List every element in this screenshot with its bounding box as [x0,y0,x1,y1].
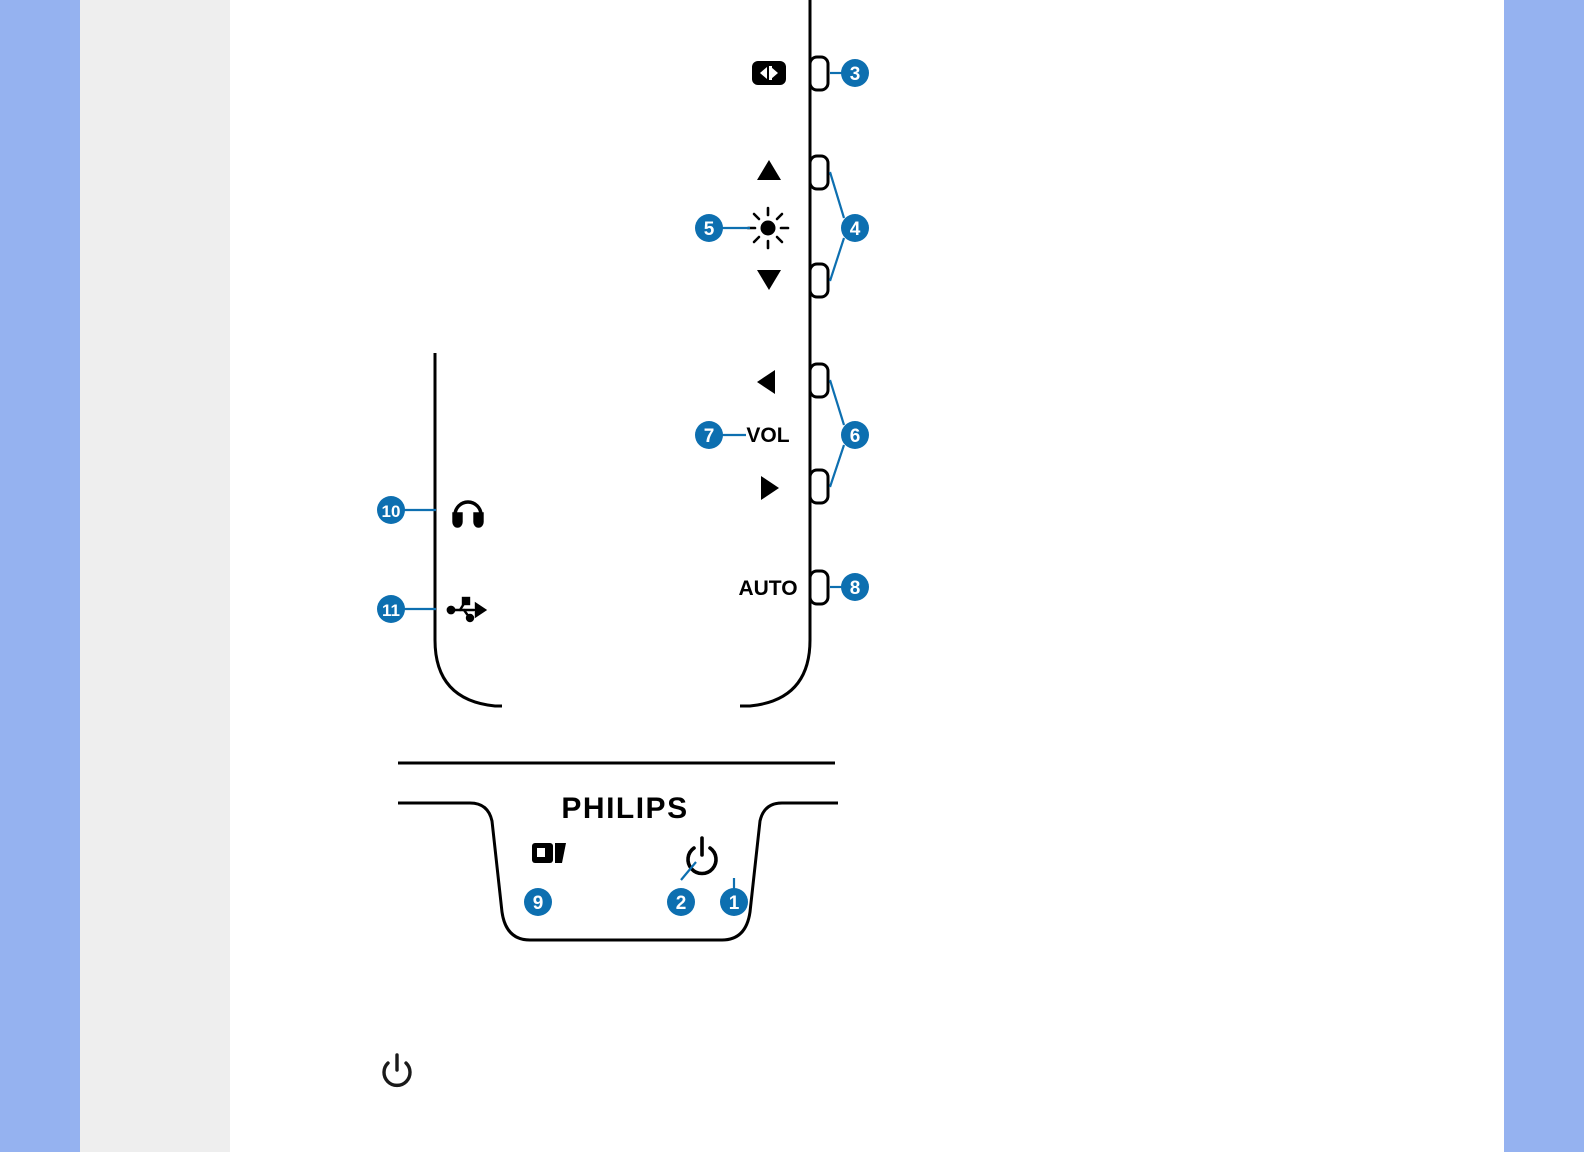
power-glyph-box [368,1046,426,1094]
callout-10 [377,496,405,524]
callout-bubbles [377,59,869,916]
leader-4a [830,172,844,218]
callout-11-label: 11 [382,601,400,620]
leader-6b [830,445,844,487]
left-blue-band [0,0,80,1152]
down-button [810,264,828,297]
right-arrow-icon [761,476,779,500]
callout-8 [841,573,869,601]
callout-2 [667,888,695,916]
callout-4 [841,214,869,242]
right-button [810,470,828,503]
power-icon [375,1048,419,1092]
bottom-bezel [398,763,838,940]
down-arrow-icon [757,270,781,290]
up-button [810,156,828,189]
callout-2-label: 2 [675,893,687,914]
auto-label: AUTO [738,577,798,600]
up-arrow-icon [757,160,781,180]
left-gray-gutter [80,0,230,1152]
callout-10-label: 10 [381,502,401,521]
callout-4-label: 4 [849,219,861,240]
callout-11 [377,595,405,623]
leader-6a [830,380,844,425]
monitor-front-diagram [230,0,1500,1152]
brightness-icon [748,208,788,248]
right-blue-band [1504,0,1584,1152]
callout-7-label: 7 [703,426,715,447]
vol-label: VOL [746,424,790,447]
callout-9-label: 9 [532,893,544,914]
callout-1 [720,888,748,916]
auto-button [810,571,828,604]
callout-9 [524,888,552,916]
callout-8-label: 8 [849,578,861,599]
callout-6 [841,421,869,449]
smartimage-icon [532,843,566,863]
headphone-icon [454,502,482,526]
callout-7 [695,421,723,449]
philips-wordmark: PHILIPS [561,792,689,825]
callout-5 [695,214,723,242]
ok-menu-icon [752,61,786,85]
usb-icon [448,598,485,621]
bezel-buttons [810,57,828,604]
left-button [810,364,828,397]
callout-1-label: 1 [728,893,740,914]
ok-menu-button [810,57,828,90]
callout-6-label: 6 [849,426,861,447]
left-arrow-icon [757,370,775,394]
callout-5-label: 5 [703,219,715,240]
bezel-outline [435,0,810,706]
callout-3-label: 3 [849,64,861,85]
callout-3 [841,59,869,87]
callout-leader-lines [402,73,844,890]
leader-4b [830,238,844,281]
